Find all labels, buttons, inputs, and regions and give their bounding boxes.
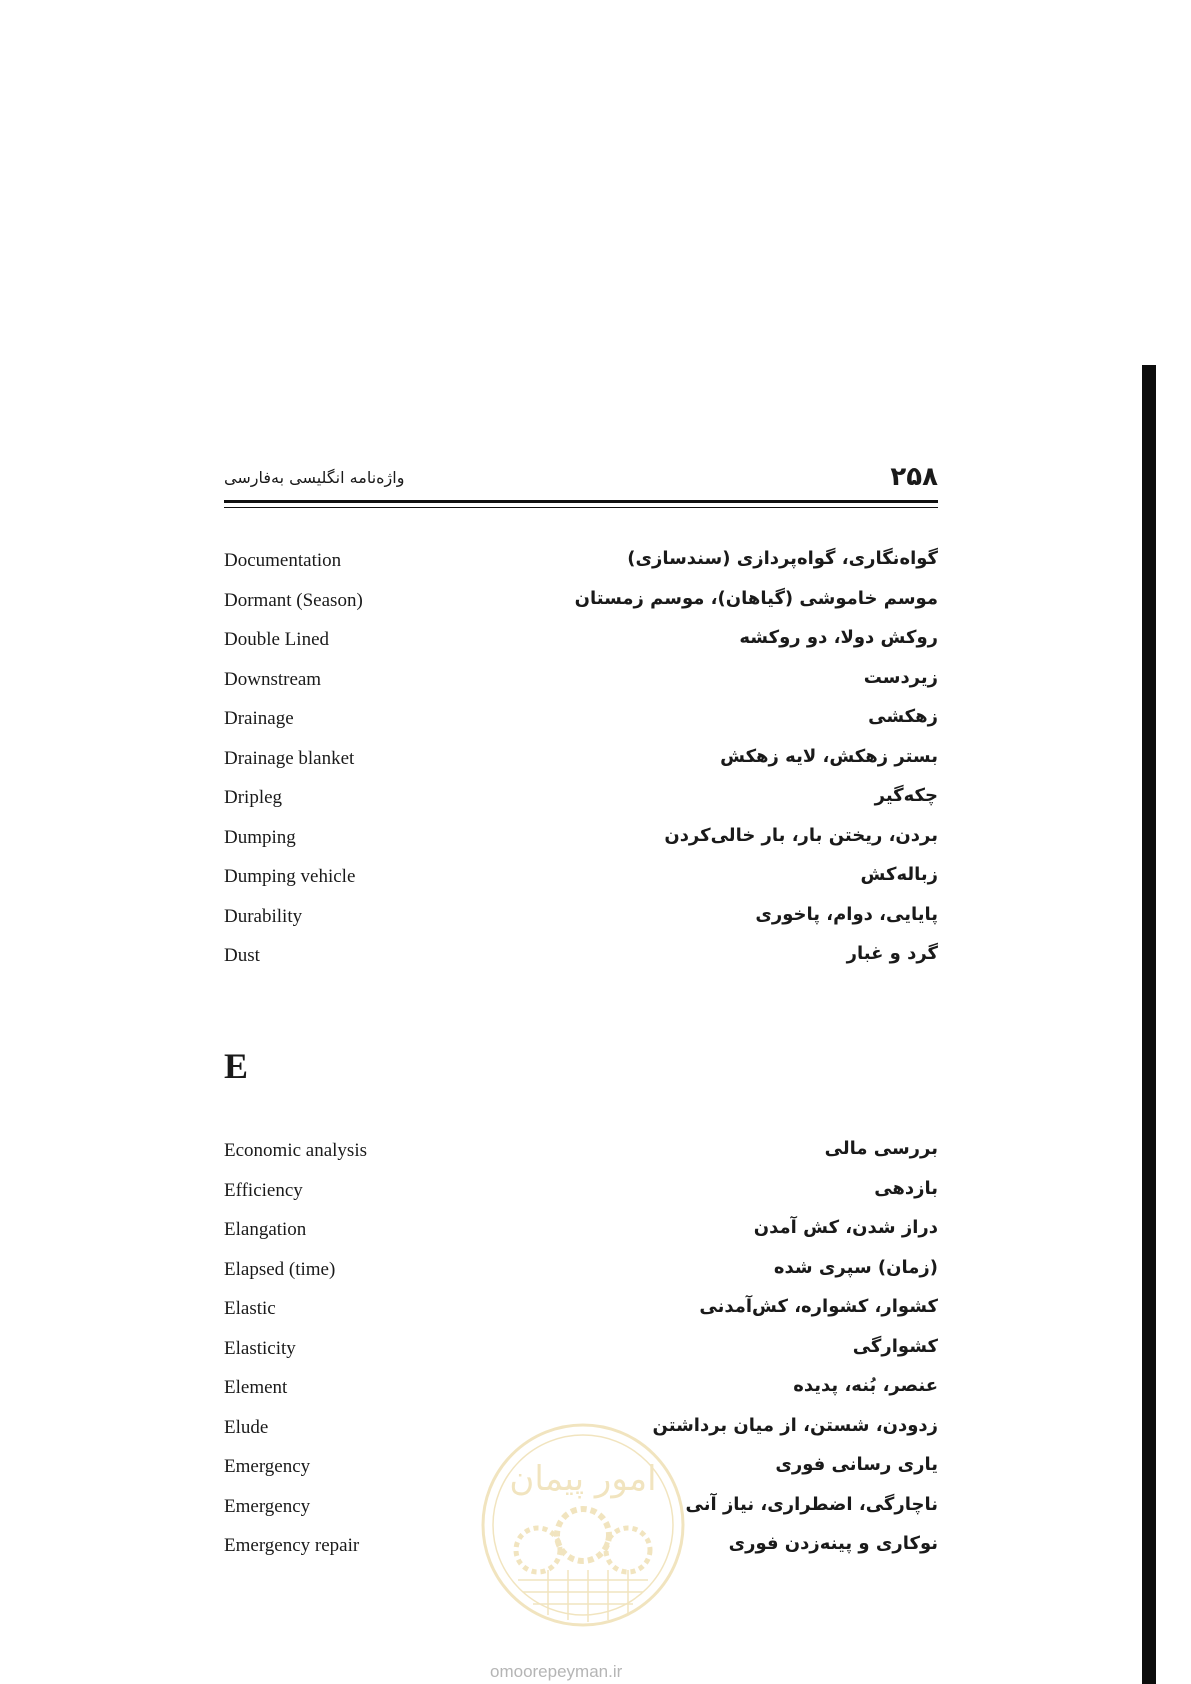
english-term: Drainage [224,708,294,729]
english-term: Elude [224,1416,269,1438]
persian-definition: بستر زهکش، لایه زهکش [720,745,938,767]
glossary-entry [224,823,938,863]
page-header [224,462,938,492]
persian-definition: زدودن، شستن، از میان برداشتن [652,1414,938,1436]
english-term: Emergency [224,1456,311,1477]
persian-definition: یاری رسانی فوری [775,1454,938,1475]
glossary-entry [224,1215,938,1255]
glossary-entry [224,1255,938,1295]
glossary-entry [224,586,938,626]
english-term: Dripleg [224,787,283,808]
persian-definition: موسم خاموشی (گیاهان)، موسم زمستان [574,587,938,609]
section-heading-e: E [224,1046,249,1086]
glossary-entry [224,546,938,586]
english-term: Economic analysis [224,1140,367,1161]
english-term: Elasticity [224,1337,296,1359]
persian-definition: گواه‌نگاری، گواه‌پردازی (سندسازی) [627,548,938,569]
glossary-entry [224,704,938,744]
glossary-entry [224,1136,938,1176]
watermark-logo-text: امور پیمان [509,1459,657,1499]
english-term: Element [224,1377,288,1398]
persian-definition: پایایی، دوام، پاخوری [755,903,938,925]
persian-definition: زهکشی [868,706,938,727]
persian-definition: زباله‌کش [860,864,938,885]
english-term: Elangation [224,1219,307,1240]
persian-definition: عنصر، بُنه، پدیده [793,1375,938,1396]
header-rule-thin [224,507,938,508]
glossary-entry [224,1176,938,1216]
english-term: Dumping vehicle [224,866,356,887]
section-d-entries [224,546,938,981]
persian-definition: بردن، ریختن بار، بار خالی‌کردن [664,824,938,846]
english-term: Emergency [224,1495,311,1517]
glossary-entry [224,1294,938,1334]
persian-definition: نوکاری و پینه‌زدن فوری [728,1533,938,1554]
english-term: Elastic [224,1298,276,1319]
header-rule-thick [224,500,938,503]
glossary-entry [224,902,938,942]
english-term: Dust [224,945,260,966]
glossary-entry [224,941,938,981]
persian-definition: (زمان) سپری شده [773,1256,938,1278]
english-term: Double Lined [224,629,330,650]
glossary-entry [224,744,938,784]
english-term: Durability [224,905,303,927]
page-edge-bar [1142,365,1156,1684]
glossary-entry [224,665,938,705]
persian-definition: بازدهی [874,1177,938,1199]
persian-definition: چکه‌گیر [874,785,938,806]
english-term: Drainage blanket [224,747,355,769]
english-term: Dumping [224,826,296,848]
persian-definition: دراز شدن، کش آمدن [753,1217,938,1238]
running-title: واژه‌نامه انگلیسی به‌فارسی [224,468,405,487]
english-term: Dormant (Season) [224,589,363,611]
glossary-entry [224,862,938,902]
persian-definition: بررسی مالی [824,1138,938,1159]
glossary-entry [224,1334,938,1374]
english-term: Documentation [224,550,342,571]
persian-definition: کشوار، کشواره، کش‌آمدنی [699,1296,938,1317]
persian-definition: کشوارگی [852,1335,938,1357]
page-number: ۲۵۸ [890,462,938,492]
persian-definition: روکش دولا، دو روکشه [739,627,938,648]
english-term: Efficiency [224,1179,303,1201]
persian-definition: گرد و غبار [846,943,938,964]
glossary-entry [224,783,938,823]
glossary-entry [224,1373,938,1413]
glossary-entry [224,625,938,665]
english-term: Downstream [224,668,322,690]
persian-definition: ناچارگی، اضطراری، نیاز آنی [685,1493,938,1515]
english-term: Emergency repair [224,1535,360,1556]
english-term: Elapsed (time) [224,1258,336,1280]
watermark-logo [478,1420,688,1630]
persian-definition: زیردست [863,666,938,688]
watermark-url: omoorepeyman.ir [490,1662,623,1681]
